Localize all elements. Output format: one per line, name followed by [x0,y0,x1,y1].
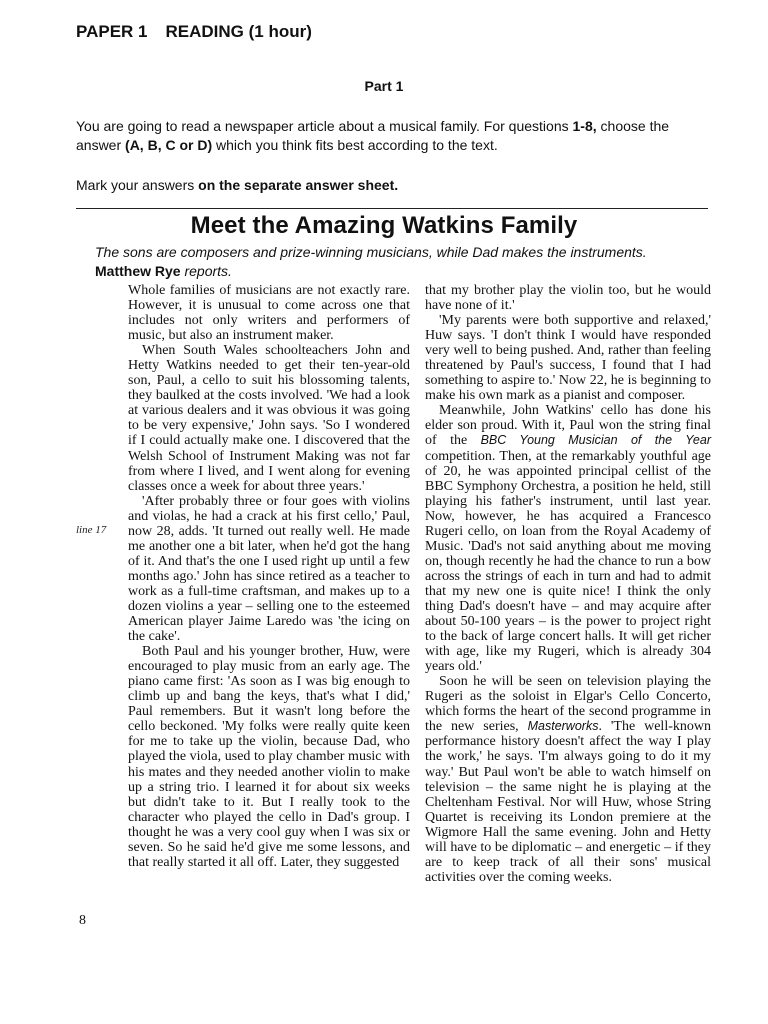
question-range: 1-8, [572,118,597,134]
paragraph: that my brother play the violin too, but he would have none of it.' [425,283,711,314]
article-column-right [425,283,711,885]
part-title: Part 1 [364,78,404,94]
section-title: READING (1 hour) [165,22,312,41]
paper-header [76,22,312,42]
instructions [76,117,711,195]
instructions-text: You are going to read a newspaper article about a musical family. For questions 1-8, choose the answer (A, B, C or D) which you think fits best according to the text. [76,118,670,153]
paragraph: Soon he will be seen on television playing the Rugeri as the soloist in Elgar's Cello Concerto, which forms the heart of the second programme in the new series, Masterworks. 'The well-known performance history doesn't affect the way I play the work,' he says. 'I'm always going to do it my way.' But Paul won't be able to watch himself on television – the same night he is playing at the Cheltenham Festival. Nor will Huw, whose String Quartet is receiving its London premiere at the Wigmore Hall the same evening. John and Hetty will have to be diplomatic – and energetic – if they are to keep track of all their sons' musical activities over the coming weeks. [425,674,711,885]
mark-answers-note: Mark your answers on the separate answer sheet. [76,177,399,193]
paragraph: 'My parents were both supportive and relaxed,' Huw says. 'I don't think I would have responded very well to being pushed. And, rather than feeling threatened by Paul's success, I found that I had something to aspire to.' Now 22, he is beginning to make his own mark as a pianist and composer. [425,313,711,404]
answer-choices: (A, B, C or D) [125,137,213,153]
paragraph: When South Wales schoolteachers John and Hetty Watkins needed to get their ten-year-old son, Paul, a cello to suit his blossoming talents, they baulked at the costs involved. 'We had a look at various dealers and it was obvious it was going to be very expensive,' John says. 'So I wondered if I could actually make one. I discovered that the Welsh School of Instrument Making was not far from where I lived, and I went along for evening classes once a week for about three years.' [128,343,410,494]
paragraph: Meanwhile, John Watkins' cello has done his elder son proud. With it, Paul won the string final of the BBC Young Musician of the Year competition. Then, at the remarkably youthful age of 20, he was appointed principal cellist of the BBC Symphony Orchestra, a position he held, still playing his father's instrument, until last year. Now, however, he has acquired a Francesco Rugeri cello, on loan from the Royal Academy of Music. 'Dad's not said anything about me moving on, though recently he had the chance to run a bow across the strings of each in turn and had to admit that my new one is quite nice! I think the only thing Dad's doesn't have – and may acquire after about 50-100 years – is the power to project right to the back of large concert halls. It will get richer with age, like my Rugeri, which is already 304 years old.' [425,403,711,675]
divider-rule [76,208,708,209]
article-standfirst [95,243,715,281]
author-name: Matthew Rye [95,263,181,279]
page-number: 8 [79,913,86,928]
competition-name: BBC Young Musician of the Year [480,433,711,448]
paragraph: 'After probably three or four goes with violins and violas, he had a crack at his first cello,' Paul, now 28, adds. 'It turned out really well. He made me another one a bit later, when he'd got the hang of it. And that's the one I used right up until a few months ago.' John has since retired as a teacher to work as a full-time craftsman, and makes up to a dozen violins a year – selling one to the esteemed American player Jaime Laredo was 'the icing on the cake'. [128,493,410,645]
paragraph: Both Paul and his younger brother, Huw, were encouraged to play music from an early age. The piano came first: 'As soon as I was big enough to climb up and bang the keys, that's what I did,' Paul remembers. But it wasn't long before the cello beckoned. 'My folks were really quite keen for me to take up the violin, because Dad, who played the viola, used to play chamber music with his mates and they needed another violin to make up a string trio. I learned it for about six weeks but didn't take to it. But I really took to the character who played the cello in Dad's group. I thought he was a very cool guy when I was six or seven. So he said he'd give me some lessons, and that really started it all off. Later, they suggested [128,644,410,870]
line-marker: line 17 [76,524,107,536]
paragraph: Whole families of musicians are not exactly rare. However, it is unusual to come across one that includes not only writers and performers of music, but also an instrument maker. [128,283,410,344]
byline: Matthew Rye reports. [95,263,232,279]
standfirst-text: The sons are composers and prize-winning musicians, while Dad makes the instruments. [95,244,647,260]
series-name: Masterworks [527,719,599,734]
article-headline: Meet the Amazing Watkins Family [190,212,578,239]
paper-number: PAPER 1 [76,22,148,41]
article-column-left [128,283,410,870]
